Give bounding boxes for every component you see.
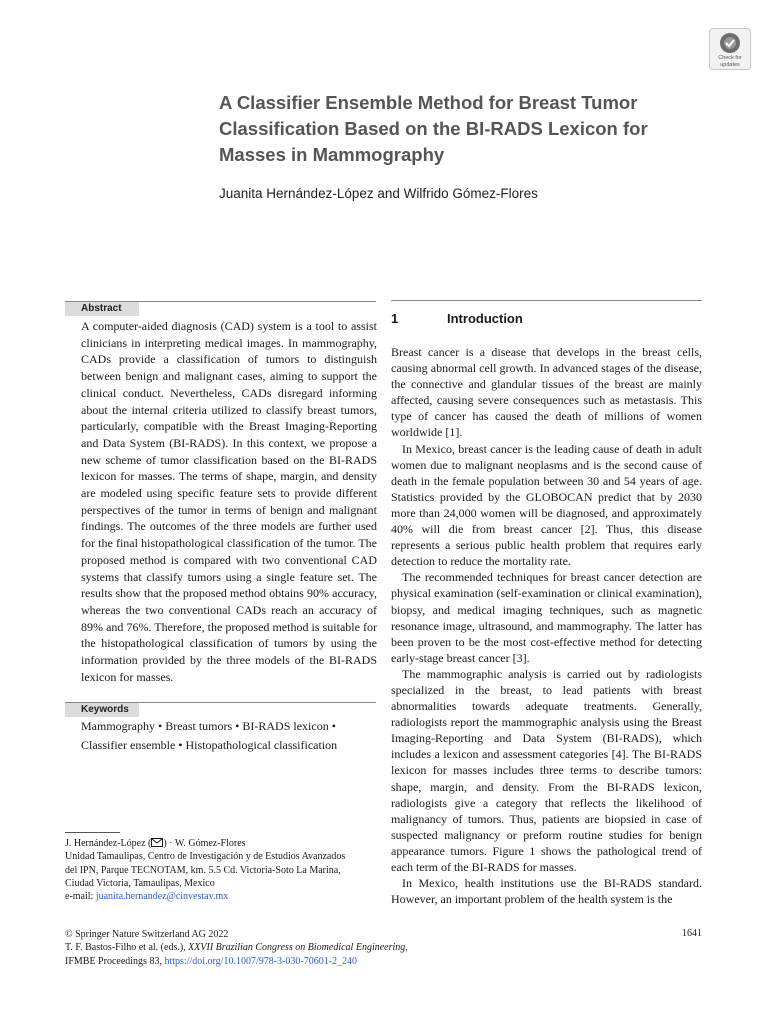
footnote-affiliation-line-1: Unidad Tamaulipas, Centro de Investigación y de Estudios Avanzados (65, 851, 346, 863)
section-title: Introduction (447, 311, 523, 326)
footnote-author-2: ) · W. Gómez-Flores (163, 838, 246, 849)
footnote-author-1: J. Hernández-López ( (65, 838, 152, 849)
badge-line-2: updates (720, 62, 740, 68)
email-label: e-mail: (65, 891, 96, 903)
footnote-authors-line (65, 837, 385, 850)
copyright-line: © Springer Nature Switzerland AG 2022 (65, 929, 229, 940)
footnote-email-line (65, 890, 385, 903)
footnote-affiliation-line-3: Ciudad Victoria, Tamaulipas, Mexico (65, 877, 215, 889)
badge-line-1: Check for (718, 55, 742, 61)
footnote-rule (65, 832, 120, 833)
check-for-updates-icon (719, 32, 741, 54)
paragraph: The recommended techniques for breast cancer detection are physical examination (self-examination or clinical examination), biopsy, and medical imaging techniques, such as magnetic resonance image, ultrasound, and mammography. The latter has been proven to be the most cost-effective method for detecting early-stage breast cancer [3]. (391, 570, 702, 665)
citation-volume-title: XXVII Brazilian Congress on Biomedical Engineering (188, 942, 406, 954)
keywords-text: Mammography • Breast tumors • BI-RADS lexicon • Classifier ensemble • Histopathological classification (81, 719, 338, 752)
doi-link[interactable]: https://doi.org/10.1007/978-3-030-70601-2_240 (164, 955, 358, 967)
page-number: 1641 (682, 928, 702, 939)
paper-authors: Juanita Hernández-López and Wilfrido Gómez-Flores (219, 186, 538, 201)
author-affiliation-footnote (65, 837, 385, 903)
citation-line (65, 941, 485, 954)
proceedings-line (65, 955, 485, 968)
check-for-updates-badge[interactable] (709, 28, 751, 70)
paragraph: In Mexico, health institutions use the BI-RADS standard. However, an important problem of the health system is the (391, 876, 702, 907)
paragraph: In Mexico, breast cancer is the leading cause of death in adult women due to malignant neoplasms and is the second cause of death in the female population between 30 and 54 years of age. Statistics provided by the GLOBOCAN predict that by 2030 more than 24,000 women will be diagnosed, and approximately 40% will die from breast cancer [2]. Thus, this disease represents a serious public health problem that requires early detection to reduce the mortality rate. (391, 441, 702, 569)
email-link[interactable]: juanita.hernandez@cinvestav.mx (95, 891, 229, 903)
paragraph: Breast cancer is a disease that develops in the breast cells, causing abnormal cell growth. In advanced stages of the disease, the connective and glandular tissues of the breast are mainly affected, causing severe consequences such as metastasis. This type of cancer has caused the death of millions of women worldwide [1]. (391, 345, 702, 440)
section-number: 1 (391, 311, 399, 326)
envelope-icon[interactable] (151, 838, 163, 847)
paragraph: The mammographic analysis is carried out by radiologists specialized in the breast, to lead patients with breast abnormalities towards adequate treatments. Generally, radiologists report the mammographic analysis using the Breast Imaging-Reporting and Data System (BI-RADS), which includes a lexicon and assessment categories [4]. The BI-RADS lexicon for masses includes three terms to describe tumors: shape, margin, and density. From the BI-RADS lexicon, radiologists give a category that reflects the likelihood of malignancy of tumors. Thus, patients are biopsied in case of suspected malignancy or preform routine studies for benign appearance tumors. Figure 1 shows the pathological trend of each term of the BI-RADS for masses. (391, 666, 702, 874)
keywords-heading-bar (65, 702, 376, 718)
page-footer (65, 928, 485, 968)
citation-editors: T. F. Bastos-Filho et al. (eds.), (65, 942, 189, 954)
abstract-text: A computer-aided diagnosis (CAD) system is a tool to assist clinicians in interpreting medical images. In mammography, CADs provide a classification of tumors to distinguish between benign and malignant cases, aiming to support the clinical conduct. Nevertheless, CADs disregard informing about the internal criteria utilized to classify breast tumors, particularly, compatible with the Breast Imaging-Reporting and Data System (BI-RADS). In this context, we propose a new scheme of tumor classification based on the BI-RADS lexicon for masses. The terms of shape, margin, and density are modeled using specific feature sets to provide different perspectives of the tumor in terms of benign and malignant findings. The outcomes of the three models are further used for the final histopathological classification of the tumor. The proposed method is compared with two conventional CAD systems that classify tumors using a single feature set. The results show that the proposed method obtains 90% accuracy, whereas the two conventional CADs reach an accuracy of 89% and 76%. Therefore, the proposed method is suitable for the histopathological classification of tumors by using the information provided by the three models of the BI-RADS lexicon for masses. (81, 319, 377, 684)
citation-comma: , (405, 942, 408, 954)
introduction-body (391, 344, 702, 907)
paper-title: A Classifier Ensemble Method for Breast Tumor Classification Based on the BI-RADS Lexicon for Masses in Mammography (219, 92, 648, 165)
abstract-heading: Abstract (65, 302, 139, 316)
proceedings-label: IFMBE Proceedings 83, (65, 955, 165, 967)
keywords-heading: Keywords (65, 703, 139, 717)
abstract-heading-bar (65, 301, 376, 317)
introduction-rule (391, 300, 702, 301)
footnote-affiliation-line-2: del IPN, Parque TECNOTAM, km. 5.5 Cd. Victoria-Soto La Marina, (65, 864, 341, 876)
